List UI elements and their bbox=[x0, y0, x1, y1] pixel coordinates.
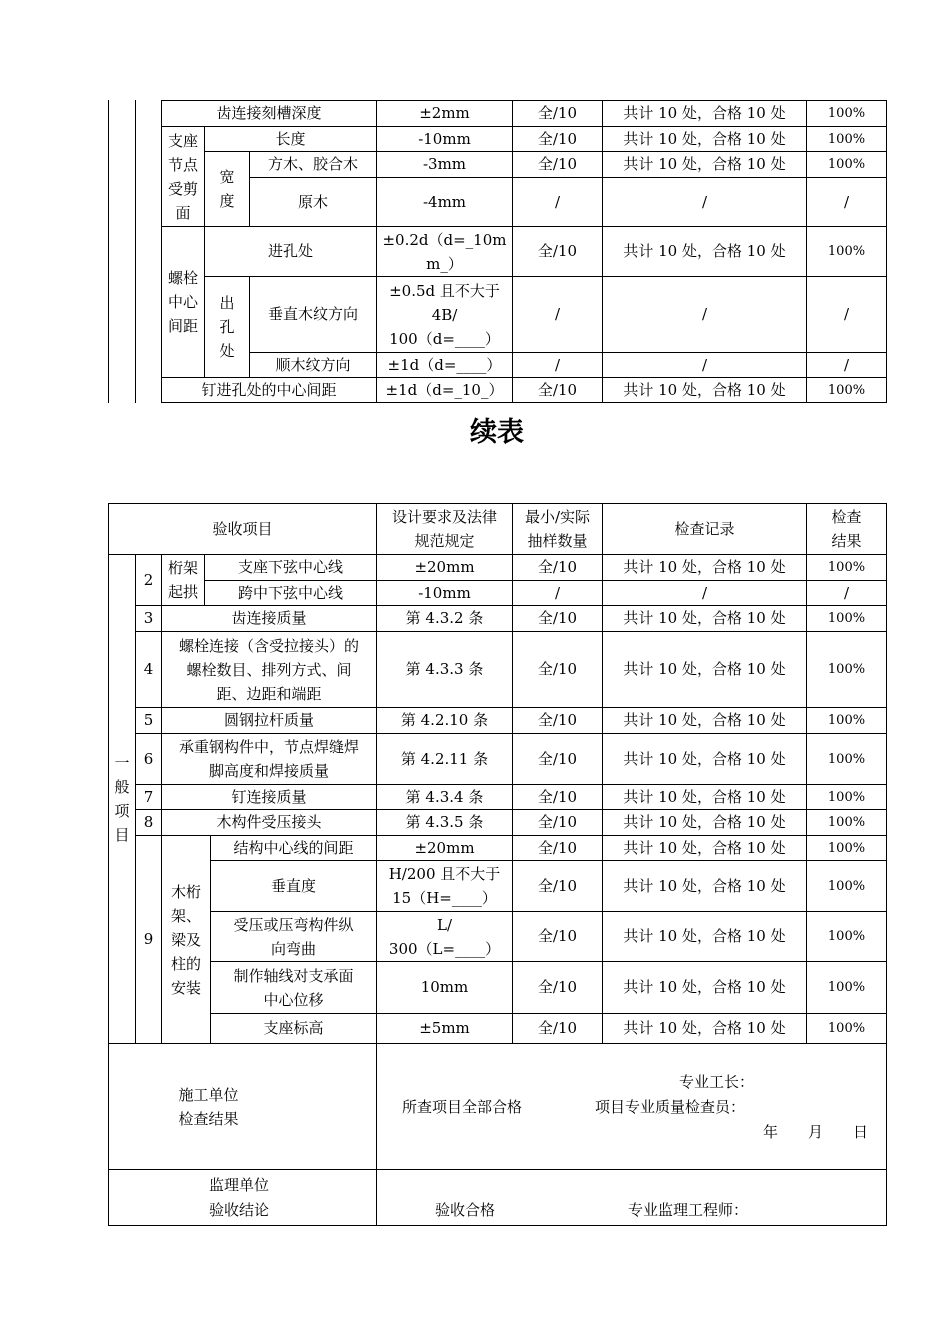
t2-item-cell: 支座下弦中心线 bbox=[204, 554, 377, 581]
item-line: 脚高度和焊接质量 bbox=[208, 762, 329, 780]
continued-table-title: 续表 bbox=[470, 417, 524, 448]
t1-result-cell: / bbox=[806, 352, 887, 378]
t2-result-cell: 100% bbox=[806, 784, 887, 810]
t1-sample-cell: / bbox=[512, 276, 603, 353]
t2-sample-cell: 全/10 bbox=[512, 860, 603, 912]
t1-sample-cell: 全/10 bbox=[512, 100, 603, 127]
t2-req-cell: 第 4.2.11 条 bbox=[376, 733, 513, 785]
t1-req-cell: ±1d（d=____） bbox=[376, 352, 513, 378]
t2-result-cell: 100% bbox=[806, 860, 887, 912]
t2-row-number: 7 bbox=[135, 784, 162, 810]
item-line: 中心位移 bbox=[263, 990, 324, 1009]
table1-inner-edge bbox=[135, 100, 136, 403]
t2-result-cell: 100% bbox=[806, 631, 887, 708]
label-line: 受剪 bbox=[167, 179, 198, 198]
label-line: 桁架 bbox=[167, 559, 198, 577]
t1-item-cell: 长度 bbox=[204, 126, 377, 152]
t2-req-cell: 第 4.2.10 条 bbox=[376, 707, 513, 734]
t2-result-cell: 100% bbox=[806, 961, 887, 1014]
t1-width-label bbox=[204, 151, 250, 227]
t2-row-number: 6 bbox=[135, 733, 162, 785]
supervision-label-line: 监理单位 bbox=[209, 1176, 270, 1194]
t1-record-cell: 共计 10 处，合格 10 处 bbox=[602, 151, 807, 178]
t2-construction-unit-label bbox=[108, 1043, 377, 1170]
t1-sample-cell: / bbox=[512, 352, 603, 378]
t1-support-shear-label bbox=[161, 126, 205, 227]
t2-row-number: 4 bbox=[135, 631, 162, 708]
t2-sample-cell: 全/10 bbox=[512, 605, 603, 632]
header-line: 设计要求及法律 bbox=[391, 508, 497, 526]
t1-req-cell: -10mm bbox=[376, 126, 513, 152]
t2-result-cell: 100% bbox=[806, 835, 887, 861]
header-line: 检查 bbox=[831, 508, 862, 526]
t1-exit-hole-label bbox=[204, 276, 250, 378]
req-line: 15（H=____） bbox=[392, 889, 497, 907]
t1-sample-cell: 全/10 bbox=[512, 377, 603, 403]
t2-general-items-label bbox=[108, 554, 136, 1044]
t1-bolt-spacing-label bbox=[161, 226, 205, 378]
req-line: ±0.2d（d=_10m bbox=[382, 230, 507, 249]
t2-header-req bbox=[376, 503, 513, 555]
t2-item-cell: 跨中下弦中心线 bbox=[204, 580, 377, 606]
t2-item-cell: 木构件受压接头 bbox=[161, 809, 377, 836]
t2-record-cell: 共计 10 处，合格 10 处 bbox=[602, 733, 807, 785]
t1-result-cell: / bbox=[806, 177, 887, 227]
date-line: 年 月 日 bbox=[763, 1123, 869, 1141]
t2-result-cell: 100% bbox=[806, 809, 887, 836]
t2-record-cell: 共计 10 处，合格 10 处 bbox=[602, 911, 807, 962]
req-line: 100（d=____） bbox=[389, 329, 500, 348]
t2-req-cell bbox=[376, 860, 513, 912]
t1-item-cell: 原木 bbox=[249, 177, 377, 227]
header-line: 规范规定 bbox=[414, 532, 475, 550]
t1-item-cell: 垂直木纹方向 bbox=[249, 276, 377, 353]
req-line: 300（L=____） bbox=[388, 939, 501, 958]
t2-row-number: 3 bbox=[135, 605, 162, 632]
label-line: 般 bbox=[114, 778, 130, 796]
quality-inspector-signature-label: 项目专业质量检查员： bbox=[595, 1098, 746, 1116]
t2-row-number: 8 bbox=[135, 809, 162, 836]
label-line: 目 bbox=[114, 826, 130, 844]
item-line: 距、边距和端距 bbox=[216, 684, 322, 703]
t2-result-cell: 100% bbox=[806, 911, 887, 962]
t1-record-cell: / bbox=[602, 177, 807, 227]
req-line: L/ bbox=[436, 915, 452, 934]
t1-result-cell: / bbox=[806, 276, 887, 353]
req-line: H/200 且不大于 bbox=[388, 865, 501, 883]
t2-sample-cell: 全/10 bbox=[512, 631, 603, 708]
label-line: 柱的 bbox=[170, 954, 201, 973]
t2-record-cell: 共计 10 处，合格 10 处 bbox=[602, 835, 807, 861]
t2-sample-cell: 全/10 bbox=[512, 835, 603, 861]
t1-record-cell: 共计 10 处，合格 10 处 bbox=[602, 100, 807, 127]
t2-result-cell: 100% bbox=[806, 707, 887, 734]
item-line: 螺栓连接（含受拉接头）的 bbox=[178, 636, 359, 655]
t1-result-cell: 100% bbox=[806, 226, 887, 277]
t2-req-cell: 第 4.3.3 条 bbox=[376, 631, 513, 708]
t2-truss-install-label bbox=[161, 835, 211, 1044]
t2-sample-cell: 全/10 bbox=[512, 733, 603, 785]
t2-sample-cell: 全/10 bbox=[512, 1013, 603, 1044]
t2-item-cell: 垂直度 bbox=[210, 860, 377, 912]
t2-item-cell: 钉连接质量 bbox=[161, 784, 377, 810]
t2-result-cell: 100% bbox=[806, 733, 887, 785]
t2-item-cell: 齿连接质量 bbox=[161, 605, 377, 632]
t1-item-cell: 顺木纹方向 bbox=[249, 352, 377, 378]
req-line: ±0.5d 且不大于 bbox=[389, 281, 500, 300]
t2-sample-cell: 全/10 bbox=[512, 961, 603, 1014]
foreman-signature-label: 专业工长： bbox=[679, 1073, 755, 1091]
item-line: 制作轴线对支承面 bbox=[233, 966, 354, 985]
t2-record-cell: 共计 10 处，合格 10 处 bbox=[602, 554, 807, 581]
t1-item-cell: 方木、胶合木 bbox=[249, 151, 377, 178]
t2-record-cell: 共计 10 处，合格 10 处 bbox=[602, 707, 807, 734]
t2-header-sample bbox=[512, 503, 603, 555]
t1-record-cell: / bbox=[602, 276, 807, 353]
label-line: 中心 bbox=[167, 293, 198, 311]
label-line: 支座 bbox=[167, 131, 198, 150]
t2-sample-cell: 全/10 bbox=[512, 707, 603, 734]
t2-req-cell: 第 4.3.4 条 bbox=[376, 784, 513, 810]
supervision-verdict: 验收合格 bbox=[435, 1201, 496, 1219]
t1-item-cell: 钉进孔处的中心间距 bbox=[161, 377, 377, 403]
t2-result-cell: 100% bbox=[806, 554, 887, 581]
header-line: 结果 bbox=[831, 532, 862, 550]
header-line: 最小/实际 bbox=[524, 508, 591, 526]
label-line: 安装 bbox=[170, 978, 201, 997]
label-line: 一 bbox=[114, 754, 130, 772]
t2-record-cell: 共计 10 处，合格 10 处 bbox=[602, 809, 807, 836]
t1-sample-cell: 全/10 bbox=[512, 126, 603, 152]
t1-sample-cell: / bbox=[512, 177, 603, 227]
t2-req-cell: ±20mm bbox=[376, 835, 513, 861]
label-line: 宽 bbox=[219, 168, 235, 186]
t2-item-cell: 圆钢拉杆质量 bbox=[161, 707, 377, 734]
t2-truss-camber-label bbox=[161, 554, 205, 606]
t2-record-cell: 共计 10 处，合格 10 处 bbox=[602, 1013, 807, 1044]
label-line: 处 bbox=[219, 342, 235, 360]
item-line: 承重钢构件中，节点焊缝焊 bbox=[178, 738, 359, 756]
t2-row-number: 5 bbox=[135, 707, 162, 734]
t2-header-result bbox=[806, 503, 887, 555]
t2-row-number: 2 bbox=[135, 554, 162, 606]
t2-item-cell: 支座标高 bbox=[210, 1013, 377, 1044]
t2-header-record: 检查记录 bbox=[602, 503, 807, 555]
t2-item-cell bbox=[210, 961, 377, 1014]
item-line: 向弯曲 bbox=[270, 939, 316, 958]
t1-req-cell: -3mm bbox=[376, 151, 513, 178]
label-line: 项 bbox=[114, 802, 130, 820]
t1-req-cell: -4mm bbox=[376, 177, 513, 227]
header-line: 抽样数量 bbox=[527, 532, 588, 550]
label-line: 节点 bbox=[167, 155, 198, 174]
t1-result-cell: 100% bbox=[806, 377, 887, 403]
item-line: 受压或压弯构件纵 bbox=[233, 915, 354, 934]
t2-item-cell bbox=[210, 911, 377, 962]
t2-record-cell: 共计 10 处，合格 10 处 bbox=[602, 631, 807, 708]
t1-record-cell: / bbox=[602, 352, 807, 378]
label-line: 螺栓 bbox=[167, 269, 198, 287]
t1-record-cell: 共计 10 处，合格 10 处 bbox=[602, 377, 807, 403]
t2-sample-cell: / bbox=[512, 580, 603, 606]
t1-result-cell: 100% bbox=[806, 126, 887, 152]
t1-record-cell: 共计 10 处，合格 10 处 bbox=[602, 226, 807, 277]
t2-req-cell: -10mm bbox=[376, 580, 513, 606]
t2-req-cell: 10mm bbox=[376, 961, 513, 1014]
t2-record-cell: 共计 10 处，合格 10 处 bbox=[602, 961, 807, 1014]
req-line: m_） bbox=[426, 254, 463, 273]
label-line: 面 bbox=[175, 203, 191, 222]
t2-req-cell: ±5mm bbox=[376, 1013, 513, 1044]
t2-item-cell: 结构中心线的间距 bbox=[210, 835, 377, 861]
label-line: 木桁 bbox=[170, 882, 201, 901]
item-line: 螺栓数目、排列方式、间 bbox=[186, 660, 352, 679]
label-line: 间距 bbox=[167, 317, 198, 335]
t2-item-cell bbox=[161, 733, 377, 785]
t1-sample-cell: 全/10 bbox=[512, 151, 603, 178]
t2-sample-cell: 全/10 bbox=[512, 809, 603, 836]
t1-req-cell: ±1d（d=_10_） bbox=[376, 377, 513, 403]
t1-result-cell: 100% bbox=[806, 151, 887, 178]
t2-result-cell: 100% bbox=[806, 605, 887, 632]
label-line: 度 bbox=[219, 192, 235, 210]
t2-sample-cell: 全/10 bbox=[512, 911, 603, 962]
label-line: 架、 bbox=[170, 906, 201, 925]
t2-sample-cell: 全/10 bbox=[512, 784, 603, 810]
label-line: 出 bbox=[219, 294, 235, 312]
label-line: 梁及 bbox=[170, 930, 201, 949]
t1-record-cell: 共计 10 处，合格 10 处 bbox=[602, 126, 807, 152]
t1-item-cell: 齿连接刻槽深度 bbox=[161, 100, 377, 127]
t1-req-cell bbox=[376, 276, 513, 353]
t2-header-item: 验收项目 bbox=[108, 503, 377, 555]
t2-req-cell bbox=[376, 911, 513, 962]
t2-row-number: 9 bbox=[135, 835, 162, 1044]
label-line: 孔 bbox=[219, 318, 235, 336]
t2-record-cell: 共计 10 处，合格 10 处 bbox=[602, 605, 807, 632]
t2-req-cell: 第 4.3.2 条 bbox=[376, 605, 513, 632]
t2-req-cell: 第 4.3.5 条 bbox=[376, 809, 513, 836]
construction-verdict: 所查项目全部合格 bbox=[402, 1098, 523, 1116]
label-line: 施工单位 bbox=[178, 1085, 239, 1104]
table1-left-edge bbox=[108, 100, 109, 403]
t2-item-cell bbox=[161, 631, 377, 708]
t2-req-cell: ±20mm bbox=[376, 554, 513, 581]
t2-record-cell: 共计 10 处，合格 10 处 bbox=[602, 860, 807, 912]
supervision-label-line: 验收结论 bbox=[209, 1201, 270, 1219]
t1-req-cell bbox=[376, 226, 513, 277]
t2-result-cell: / bbox=[806, 580, 887, 606]
req-line: 4B/ bbox=[431, 305, 458, 324]
t2-record-cell: 共计 10 处，合格 10 处 bbox=[602, 784, 807, 810]
t2-record-cell: / bbox=[602, 580, 807, 606]
t1-result-cell: 100% bbox=[806, 100, 887, 127]
t1-sample-cell: 全/10 bbox=[512, 226, 603, 277]
label-line: 检查结果 bbox=[178, 1109, 239, 1128]
t2-sample-cell: 全/10 bbox=[512, 554, 603, 581]
supervising-engineer-signature-label: 专业监理工程师： bbox=[628, 1201, 749, 1219]
t1-item-cell: 进孔处 bbox=[204, 226, 377, 277]
t1-req-cell: ±2mm bbox=[376, 100, 513, 127]
t2-result-cell: 100% bbox=[806, 1013, 887, 1044]
label-line: 起拱 bbox=[167, 583, 198, 601]
